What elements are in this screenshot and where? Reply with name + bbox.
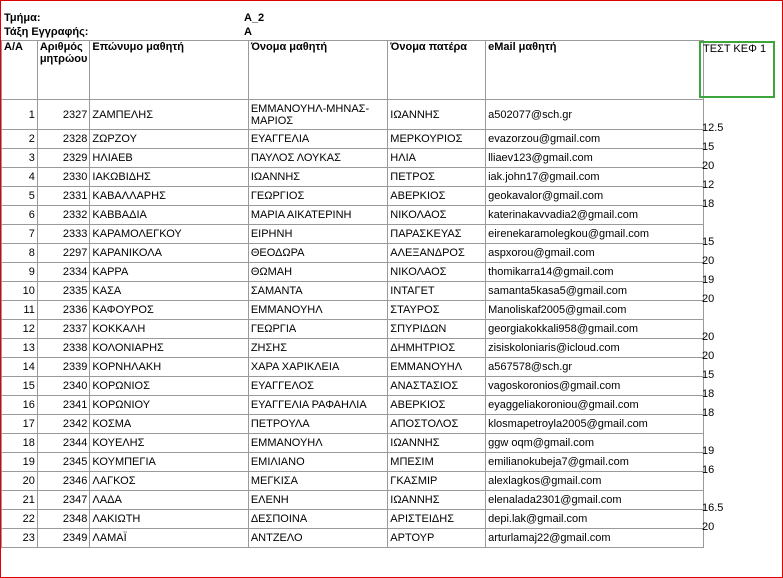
test-grade-value[interactable]: 20: [702, 293, 715, 305]
father-name-cell[interactable]: ΝΙΚΟΛΑΟΣ: [388, 263, 486, 282]
registry-number[interactable]: 2349: [37, 529, 90, 548]
first-name-cell[interactable]: ΕΛΕΝΗ: [248, 491, 387, 510]
row-index[interactable]: 11: [2, 301, 38, 320]
test-grade-value[interactable]: 20: [702, 350, 715, 362]
test-cell-spacer[interactable]: [703, 339, 782, 358]
table-row: [2, 206, 783, 225]
registry-number[interactable]: 2334: [37, 263, 90, 282]
grade-label: Τάξη Εγγραφής:: [4, 26, 89, 38]
table-row: [2, 320, 783, 339]
row-index[interactable]: 15: [2, 377, 38, 396]
row-index[interactable]: 9: [2, 263, 38, 282]
father-name-cell[interactable]: ΔΗΜΗΤΡΙΟΣ: [388, 339, 486, 358]
col-header-test-selected-cell[interactable]: ΤΕΣΤ ΚΕΦ 1: [699, 41, 775, 98]
surname-cell[interactable]: ΚΟΡΩΝΙΟΣ: [90, 377, 248, 396]
surname-cell[interactable]: ΚΑΡΑΜΟΛΕΓΚΟΥ: [90, 225, 248, 244]
surname-cell[interactable]: ΚΟΡΝΗΛΑΚΗ: [90, 358, 248, 377]
test-grade-value[interactable]: 16: [702, 464, 715, 476]
test-cell-spacer[interactable]: [703, 206, 782, 225]
table-row: [2, 100, 783, 130]
father-name-cell[interactable]: ΣΤΑΥΡΟΣ: [388, 301, 486, 320]
test-grade-value[interactable]: 20: [702, 331, 715, 343]
first-name-cell[interactable]: ΓΕΩΡΓΙΑ: [248, 320, 387, 339]
row-index[interactable]: 14: [2, 358, 38, 377]
test-grade-value[interactable]: 15: [702, 141, 715, 153]
father-name-cell[interactable]: ΠΑΡΑΣΚΕΥΑΣ: [388, 225, 486, 244]
surname-cell[interactable]: ΚΟΛΟΝΙΑΡΗΣ: [90, 339, 248, 358]
surname-cell[interactable]: ΚΟΚΚΑΛΗ: [90, 320, 248, 339]
father-name-cell[interactable]: ΗΛΙΑ: [388, 149, 486, 168]
test-cell-spacer[interactable]: [703, 149, 782, 168]
table-row: [2, 187, 783, 206]
email-cell[interactable]: arturlamaj22@gmail.com: [486, 529, 704, 548]
col-header-surname[interactable]: Επώνυμο μαθητή: [90, 41, 248, 100]
surname-cell[interactable]: ΗΛΙΑΕΒ: [90, 149, 248, 168]
table-row: [2, 453, 783, 472]
test-cell-spacer[interactable]: [703, 320, 782, 339]
row-index[interactable]: 20: [2, 472, 38, 491]
registry-number[interactable]: 2337: [37, 320, 90, 339]
father-name-cell[interactable]: ΑΛΕΞΑΝΔΡΟΣ: [388, 244, 486, 263]
table-row: [2, 491, 783, 510]
registry-number[interactable]: 2332: [37, 206, 90, 225]
registry-number[interactable]: 2339: [37, 358, 90, 377]
father-name-cell[interactable]: ΙΩΑΝΝΗΣ: [388, 491, 486, 510]
table-row: [2, 377, 783, 396]
father-name-cell[interactable]: ΑΒΕΡΚΙΟΣ: [388, 187, 486, 206]
father-name-cell[interactable]: ΑΒΕΡΚΙΟΣ: [388, 396, 486, 415]
first-name-cell[interactable]: ΕΥΑΓΓΕΛΟΣ: [248, 377, 387, 396]
table-row: [2, 130, 783, 149]
surname-cell[interactable]: ΚΑΒΑΛΛΑΡΗΣ: [90, 187, 248, 206]
table-row: [2, 434, 783, 453]
row-index[interactable]: 1: [2, 100, 38, 130]
first-name-cell[interactable]: ΕΜΜΑΝΟΥΗΛ: [248, 434, 387, 453]
father-name-cell[interactable]: ΑΠΟΣΤΟΛΟΣ: [388, 415, 486, 434]
first-name-cell[interactable]: ΕΜΜΑΝΟΥΗΛ-ΜΗΝΑΣ-ΜΑΡΙΟΣ: [248, 100, 387, 130]
col-header-father-name[interactable]: Όνομα πατέρα: [388, 41, 486, 100]
table-row: [2, 339, 783, 358]
email-cell[interactable]: a567578@sch.gr: [486, 358, 704, 377]
row-index[interactable]: 7: [2, 225, 38, 244]
row-index[interactable]: 23: [2, 529, 38, 548]
row-index[interactable]: 18: [2, 434, 38, 453]
test-grade-value[interactable]: 20: [702, 255, 715, 267]
col-header-registry-number[interactable]: Αριθμός μητρώου: [37, 41, 90, 100]
surname-cell[interactable]: ΚΑΣΑ: [90, 282, 248, 301]
surname-cell[interactable]: ΚΑΒΒΑΔΙΑ: [90, 206, 248, 225]
first-name-cell[interactable]: ΕΙΡΗΝΗ: [248, 225, 387, 244]
first-name-cell[interactable]: ΠΑΥΛΟΣ ΛΟΥΚΑΣ: [248, 149, 387, 168]
row-index[interactable]: 12: [2, 320, 38, 339]
email-cell[interactable]: eirenekaramolegkou@gmail.com: [486, 225, 704, 244]
registry-number[interactable]: 2336: [37, 301, 90, 320]
father-name-cell[interactable]: ΓΚΑΣΜΙΡ: [388, 472, 486, 491]
registry-number[interactable]: 2344: [37, 434, 90, 453]
surname-cell[interactable]: ΛΑΜΑΪ: [90, 529, 248, 548]
test-cell-spacer[interactable]: [703, 434, 782, 453]
first-name-cell[interactable]: ΕΜΜΑΝΟΥΗΛ: [248, 301, 387, 320]
col-header-aa[interactable]: Α/Α: [2, 41, 38, 100]
department-value[interactable]: Α_2: [244, 12, 265, 24]
email-cell[interactable]: iak.john17@gmail.com: [486, 168, 704, 187]
surname-cell[interactable]: ΖΑΜΠΕΛΗΣ: [90, 100, 248, 130]
test-cell-spacer[interactable]: [703, 263, 782, 282]
col-header-first-name[interactable]: Όνομα μαθητή: [248, 41, 387, 100]
row-index[interactable]: 8: [2, 244, 38, 263]
row-index[interactable]: 22: [2, 510, 38, 529]
first-name-cell[interactable]: ΖΗΣΗΣ: [248, 339, 387, 358]
first-name-cell[interactable]: ΔΕΣΠΟΙΝΑ: [248, 510, 387, 529]
surname-cell[interactable]: ΛΑΚΙΩΤΗ: [90, 510, 248, 529]
first-name-cell[interactable]: ΧΑΡΑ ΧΑΡΙΚΛΕΙΑ: [248, 358, 387, 377]
first-name-cell[interactable]: ΕΥΑΓΓΕΛΙΑ: [248, 130, 387, 149]
first-name-cell[interactable]: ΘΩΜΑΗ: [248, 263, 387, 282]
test-grade-value[interactable]: 20: [702, 521, 715, 533]
test-cell-spacer[interactable]: [703, 301, 782, 320]
table-row: [2, 149, 783, 168]
table-row: [2, 396, 783, 415]
email-cell[interactable]: alexlagkos@gmail.com: [486, 472, 704, 491]
test-grade-value[interactable]: 15: [702, 236, 715, 248]
email-cell[interactable]: geokavalor@gmail.com: [486, 187, 704, 206]
table-row: [2, 244, 783, 263]
first-name-cell[interactable]: ΜΕΓΚΙΣΑ: [248, 472, 387, 491]
table-row: [2, 168, 783, 187]
first-name-cell[interactable]: ΙΩΑΝΝΗΣ: [248, 168, 387, 187]
test-cell-spacer[interactable]: [703, 282, 782, 301]
registry-number[interactable]: 2327: [37, 100, 90, 130]
first-name-cell[interactable]: ΑΝΤΖΕΛΟ: [248, 529, 387, 548]
first-name-cell[interactable]: ΓΕΩΡΓΙΟΣ: [248, 187, 387, 206]
test-cell-spacer[interactable]: [703, 244, 782, 263]
row-index[interactable]: 10: [2, 282, 38, 301]
row-index[interactable]: 2: [2, 130, 38, 149]
test-grade-value[interactable]: 19: [702, 445, 715, 457]
email-cell[interactable]: eyaggeliakoroniou@gmail.com: [486, 396, 704, 415]
test-grade-value[interactable]: 18: [702, 407, 715, 419]
table-row: [2, 510, 783, 529]
test-grade-value[interactable]: 15: [702, 369, 715, 381]
father-name-cell[interactable]: ΙΩΑΝΝΗΣ: [388, 434, 486, 453]
row-index[interactable]: 17: [2, 415, 38, 434]
first-name-cell[interactable]: ΠΕΤΡΟΥΛΑ: [248, 415, 387, 434]
test-grade-value[interactable]: 20: [702, 160, 715, 172]
test-cell-spacer[interactable]: [703, 529, 782, 548]
table-row: [2, 263, 783, 282]
father-name-cell[interactable]: ΑΝΑΣΤΑΣΙΟΣ: [388, 377, 486, 396]
row-index[interactable]: 13: [2, 339, 38, 358]
surname-cell[interactable]: ΚΟΥΜΠΕΓΙΑ: [90, 453, 248, 472]
col-header-email[interactable]: eMail μαθητή: [486, 41, 704, 100]
registry-number[interactable]: 2297: [37, 244, 90, 263]
department-label: Τμήμα:: [4, 12, 41, 24]
table-row: [2, 225, 783, 244]
first-name-cell[interactable]: ΣΑΜΑΝΤΑ: [248, 282, 387, 301]
email-cell[interactable]: lliaev123@gmail.com: [486, 149, 704, 168]
father-name-cell[interactable]: ΙΝΤΑΓΕΤ: [388, 282, 486, 301]
father-name-cell[interactable]: ΝΙΚΟΛΑΟΣ: [388, 206, 486, 225]
test-grade-value[interactable]: 12: [702, 179, 715, 191]
registry-number[interactable]: 2346: [37, 472, 90, 491]
first-name-cell[interactable]: ΜΑΡΙΑ ΑΙΚΑΤΕΡΙΝΗ: [248, 206, 387, 225]
email-cell[interactable]: evazorzou@gmail.com: [486, 130, 704, 149]
registry-number[interactable]: 2342: [37, 415, 90, 434]
first-name-cell[interactable]: ΕΜΙΛΙΑΝΟ: [248, 453, 387, 472]
registry-number[interactable]: 2347: [37, 491, 90, 510]
father-name-cell[interactable]: ΣΠΥΡΙΔΩΝ: [388, 320, 486, 339]
email-cell[interactable]: elenalada2301@gmail.com: [486, 491, 704, 510]
students-table: [1, 40, 783, 548]
registry-number[interactable]: 2331: [37, 187, 90, 206]
surname-cell[interactable]: ΚΟΡΩΝΙΟΥ: [90, 396, 248, 415]
email-cell[interactable]: Manoliskaf2005@gmail.com: [486, 301, 704, 320]
surname-cell[interactable]: ΚΑΡΑΝΙΚΟΛΑ: [90, 244, 248, 263]
father-name-cell[interactable]: ΑΡΙΣΤΕΙΔΗΣ: [388, 510, 486, 529]
registry-number[interactable]: 2335: [37, 282, 90, 301]
test-cell-spacer[interactable]: [703, 453, 782, 472]
registry-number[interactable]: 2329: [37, 149, 90, 168]
row-index[interactable]: 16: [2, 396, 38, 415]
table-row: [2, 301, 783, 320]
father-name-cell[interactable]: ΜΠΕΣΙΜ: [388, 453, 486, 472]
surname-cell[interactable]: ΛΑΓΚΟΣ: [90, 472, 248, 491]
test-grade-value[interactable]: 16.5: [702, 502, 724, 514]
table-row: [2, 529, 783, 548]
registry-number[interactable]: 2338: [37, 339, 90, 358]
email-cell[interactable]: aspxorou@gmail.com: [486, 244, 704, 263]
father-name-cell[interactable]: ΑΡΤΟΥΡ: [388, 529, 486, 548]
email-cell[interactable]: emilianokubeja7@gmail.com: [486, 453, 704, 472]
email-cell[interactable]: samanta5kasa5@gmail.com: [486, 282, 704, 301]
test-cell-spacer[interactable]: [703, 396, 782, 415]
grade-value[interactable]: Α: [244, 26, 252, 38]
row-index[interactable]: 6: [2, 206, 38, 225]
father-name-cell[interactable]: ΠΕΤΡΟΣ: [388, 168, 486, 187]
email-cell[interactable]: ggw oqm@gmail.com: [486, 434, 704, 453]
email-cell[interactable]: zisiskoloniaris@icloud.com: [486, 339, 704, 358]
registry-number[interactable]: 2330: [37, 168, 90, 187]
surname-cell[interactable]: ΚΑΦΟΥΡΟΣ: [90, 301, 248, 320]
test-grade-value[interactable]: 18: [702, 198, 715, 210]
registry-number[interactable]: 2345: [37, 453, 90, 472]
surname-cell[interactable]: ΚΑΡΡΑ: [90, 263, 248, 282]
father-name-cell[interactable]: ΕΜΜΑΝΟΥΗΛ: [388, 358, 486, 377]
table-row: [2, 358, 783, 377]
father-name-cell[interactable]: ΙΩΑΝΝΗΣ: [388, 100, 486, 130]
registry-number[interactable]: 2341: [37, 396, 90, 415]
registry-number[interactable]: 2333: [37, 225, 90, 244]
table-row: [2, 472, 783, 491]
email-cell[interactable]: klosmapetroyla2005@gmail.com: [486, 415, 704, 434]
registry-number[interactable]: 2340: [37, 377, 90, 396]
row-index[interactable]: 19: [2, 453, 38, 472]
test-grade-value[interactable]: 18: [702, 388, 715, 400]
test-grade-value[interactable]: 12.5: [702, 122, 724, 134]
surname-cell[interactable]: ΚΟΥΕΛΗΣ: [90, 434, 248, 453]
email-cell[interactable]: vagoskoronios@gmail.com: [486, 377, 704, 396]
row-index[interactable]: 3: [2, 149, 38, 168]
registry-number[interactable]: 2328: [37, 130, 90, 149]
surname-cell[interactable]: ΚΟΣΜΑ: [90, 415, 248, 434]
header-row: [2, 41, 783, 100]
test-cell-spacer[interactable]: [703, 358, 782, 377]
father-name-cell[interactable]: ΜΕΡΚΟΥΡΙΟΣ: [388, 130, 486, 149]
email-cell[interactable]: georgiakokkali958@gmail.com: [486, 320, 704, 339]
row-index[interactable]: 5: [2, 187, 38, 206]
surname-cell[interactable]: ΙΑΚΩΒΙΔΗΣ: [90, 168, 248, 187]
email-cell[interactable]: depi.lak@gmail.com: [486, 510, 704, 529]
surname-cell[interactable]: ΖΩΡΖΟΥ: [90, 130, 248, 149]
first-name-cell[interactable]: ΕΥΑΓΓΕΛΙΑ ΡΑΦΑΗΛΙΑ: [248, 396, 387, 415]
email-cell[interactable]: katerinakavvadia2@gmail.com: [486, 206, 704, 225]
test-cell-spacer[interactable]: [703, 168, 782, 187]
email-cell[interactable]: a502077@sch.gr: [486, 100, 704, 130]
test-cell-spacer[interactable]: [703, 415, 782, 434]
test-grade-value[interactable]: 19: [702, 274, 715, 286]
row-index[interactable]: 4: [2, 168, 38, 187]
email-cell[interactable]: thomikarra14@gmail.com: [486, 263, 704, 282]
first-name-cell[interactable]: ΘΕΟΔΩΡΑ: [248, 244, 387, 263]
table-row: [2, 415, 783, 434]
registry-number[interactable]: 2348: [37, 510, 90, 529]
test-cell-spacer[interactable]: [703, 225, 782, 244]
test-cell-spacer[interactable]: [703, 377, 782, 396]
row-index[interactable]: 21: [2, 491, 38, 510]
test-cell-spacer[interactable]: [703, 472, 782, 491]
table-row: [2, 282, 783, 301]
test-cell-spacer[interactable]: [703, 187, 782, 206]
surname-cell[interactable]: ΛΑΔΑ: [90, 491, 248, 510]
